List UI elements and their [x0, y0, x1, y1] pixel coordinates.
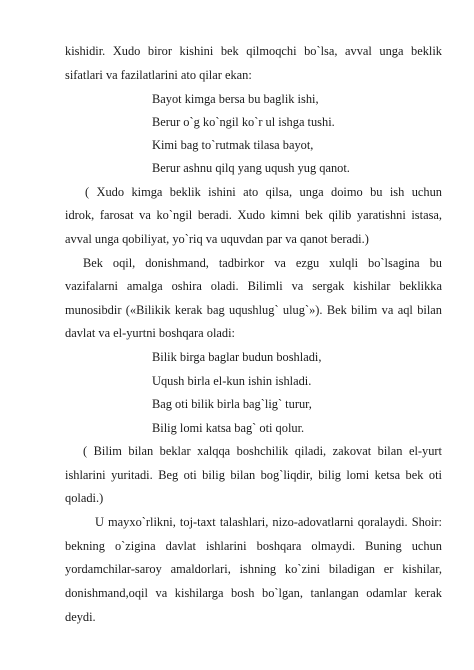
text-line: ( Xudo kimga beklik ishini ato qilsa, unga doimo bu ish uchun: [85, 185, 442, 199]
poem-line: Bayot kimga bersa bu baglik ishi,: [152, 92, 319, 106]
poem-line: Berur ashnu qilq yang uqush yug qanot.: [152, 161, 350, 175]
poem-line: Kimi bag to`rutmak tilasa bayot,: [152, 138, 314, 152]
text-line: ishlarini yuritadi. Beg oti bilig bilan bog`liqdir, bilig lomi ketsa bek oti: [65, 468, 442, 482]
poem-line: Bilig lomi katsa bag` oti qolur.: [152, 421, 305, 435]
text-line: kishidir. Xudo biror kishini bek qilmoqchi bo`lsa, avval unga beklik: [65, 44, 442, 58]
text-line: avval unga qobiliyat, yo`riq va uquvdan par va qanot beradi.): [65, 232, 369, 246]
text-line: qoladi.): [65, 491, 104, 505]
poem-line: Bilik birga baglar budun boshladi,: [152, 350, 322, 364]
text-line: U mayxo`rlikni, toj-taxt talashlari, nizo-adovatlarni qoralaydi. Shoir:: [95, 515, 442, 529]
poem-line: Bag oti bilik birla bag`lig` turur,: [152, 397, 312, 411]
poem-line: Berur o`g ko`ngil ko`r ul ishga tushi.: [152, 115, 335, 129]
text-line: davlat va el-yurtni boshqara oladi:: [65, 326, 235, 340]
text-line: ( Bilim bilan beklar xalqqa boshchilik qiladi, zakovat bilan el-yurt: [83, 444, 442, 458]
poem-line: Uqush birla el-kun ishin ishladi.: [152, 374, 312, 388]
text-line: munosibdir («Bilikik kerak bag uqushlug` ulug`»). Bek bilim va aql bilan: [65, 303, 442, 317]
text-line: Bek oqil, donishmand, tadbirkor va ezgu xulqli bo`lsagina bu: [83, 256, 442, 270]
text-line: donishmand,oqil va kishilarga bosh bo`lgan, tanlangan odamlar kerak: [65, 586, 442, 600]
text-line: sifatlari va fazilatlarini ato qilar ekan:: [65, 68, 252, 82]
text-line: deydi.: [65, 610, 96, 624]
text-line: idrok, farosat va ko`ngil beradi. Xudo kimni bek qilib yaratishni istasa,: [65, 208, 442, 222]
text-line: yordamchilar-saroy amaldorlari, ishning ko`zini biladigan er kishilar,: [65, 562, 442, 576]
text-line: vazifalarni amalga oshira oladi. Bilimli va sergak kishilar beklikka: [65, 279, 442, 293]
text-line: bekning o`zigina davlat ishlarini boshqara olmaydi. Buning uchun: [65, 539, 442, 553]
